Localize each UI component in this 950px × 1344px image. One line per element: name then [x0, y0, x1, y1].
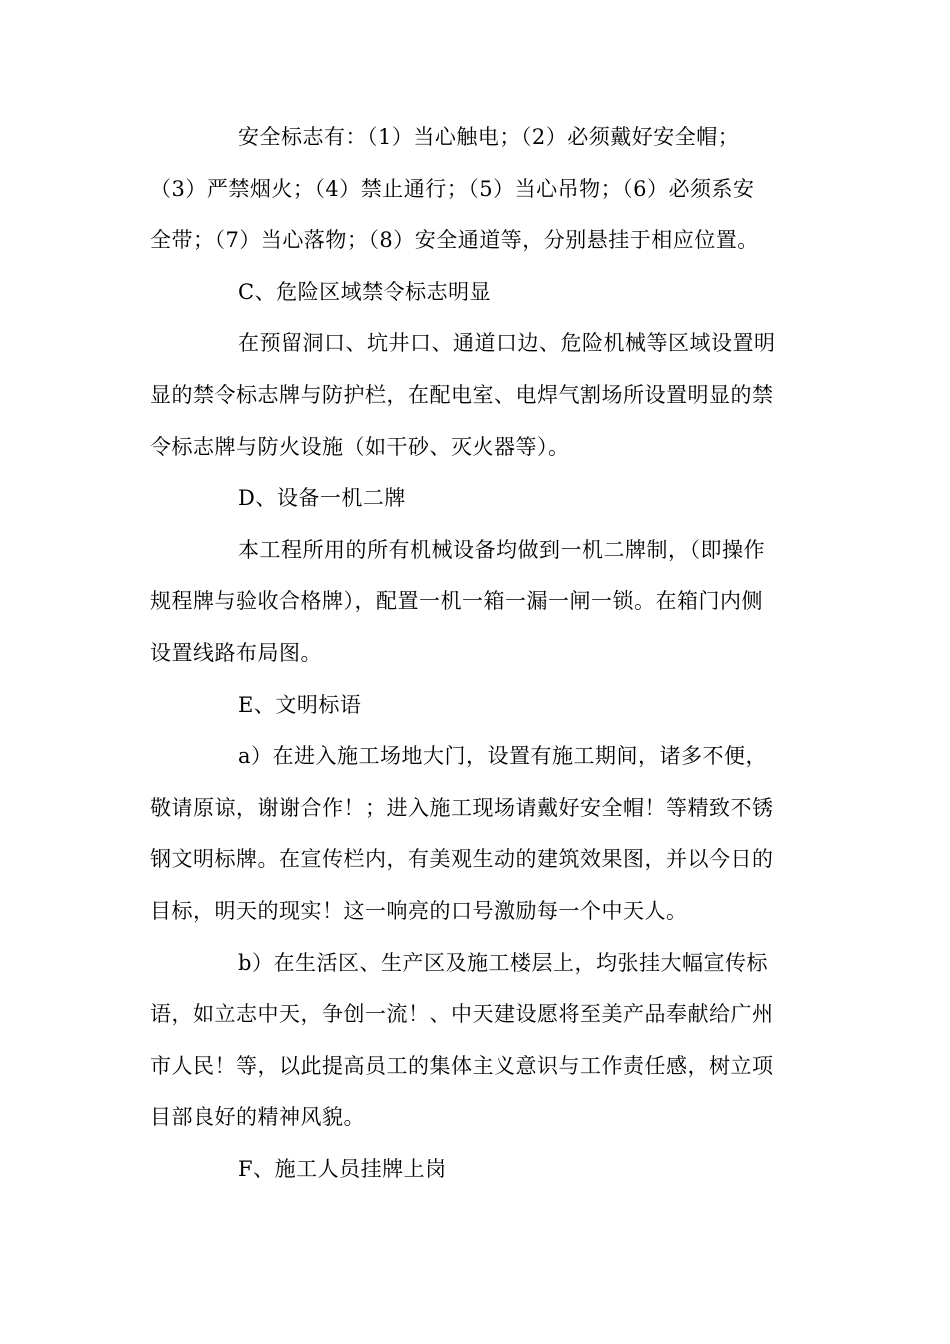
text-line: 设置线路布局图。	[150, 640, 322, 665]
paragraph-safety-signs	[150, 112, 800, 267]
text-line: 钢文明标牌。在宣传栏内，有美观生动的建筑效果图，并以今日的	[150, 847, 774, 872]
text-line: b）在生活区、生产区及施工楼层上，均张挂大幅宣传标	[238, 950, 768, 975]
text-line: 显的禁令标志牌与防护栏，在配电室、电焊气割场所设置明显的禁	[150, 382, 774, 407]
text-line: 本工程所用的所有机械设备均做到一机二牌制，（即操作	[238, 537, 765, 562]
text-line: 令标志牌与防火设施（如干砂、灭火器等）。	[150, 434, 570, 459]
text-line: 在预留洞口、坑井口、通道口边、危险机械等区域设置明	[238, 331, 776, 356]
text-line: 目部良好的精神风貌。	[150, 1105, 365, 1130]
paragraph-slogan-b	[150, 938, 800, 1144]
document-body	[150, 112, 800, 1195]
text-line: （3）严禁烟火；（4）禁止通行；（5）当心吊物；（6）必须系安	[150, 176, 755, 201]
text-line: 市人民！等，以此提高员工的集体主义意识与工作责任感，树立项	[150, 1053, 774, 1078]
text-line: a）在进入施工场地大门，设置有施工期间，诸多不便，	[238, 744, 768, 769]
section-heading-f: F、施工人员挂牌上岗	[238, 1156, 447, 1181]
text-line: 安全标志有：（1）当心触电；（2）必须戴好安全帽；	[238, 125, 740, 149]
text-line: 语，如立志中天，争创一流！、中天建设愿将至美产品奉献给广州	[150, 1002, 774, 1027]
text-line: 目标，明天的现实！这一响亮的口号激励每一个中天人。	[150, 898, 688, 923]
section-heading-c: C、危险区域禁令标志明显	[238, 279, 492, 304]
paragraph-danger-zone	[150, 318, 800, 473]
text-line: 规程牌与验收合格牌），配置一机一箱一漏一闸一锁。在箱门内侧	[150, 589, 763, 614]
paragraph-equipment	[150, 525, 800, 680]
text-line: 敬请原谅，谢谢合作！；进入施工现场请戴好安全帽！等精致不锈	[150, 795, 774, 820]
paragraph-slogan-a	[150, 731, 800, 937]
section-heading-d: D、设备一机二牌	[238, 486, 406, 511]
text-line: 全带；（7）当心落物；（8）安全通道等，分别悬挂于相应位置。	[150, 228, 759, 253]
section-heading-e: E、文明标语	[238, 692, 362, 717]
